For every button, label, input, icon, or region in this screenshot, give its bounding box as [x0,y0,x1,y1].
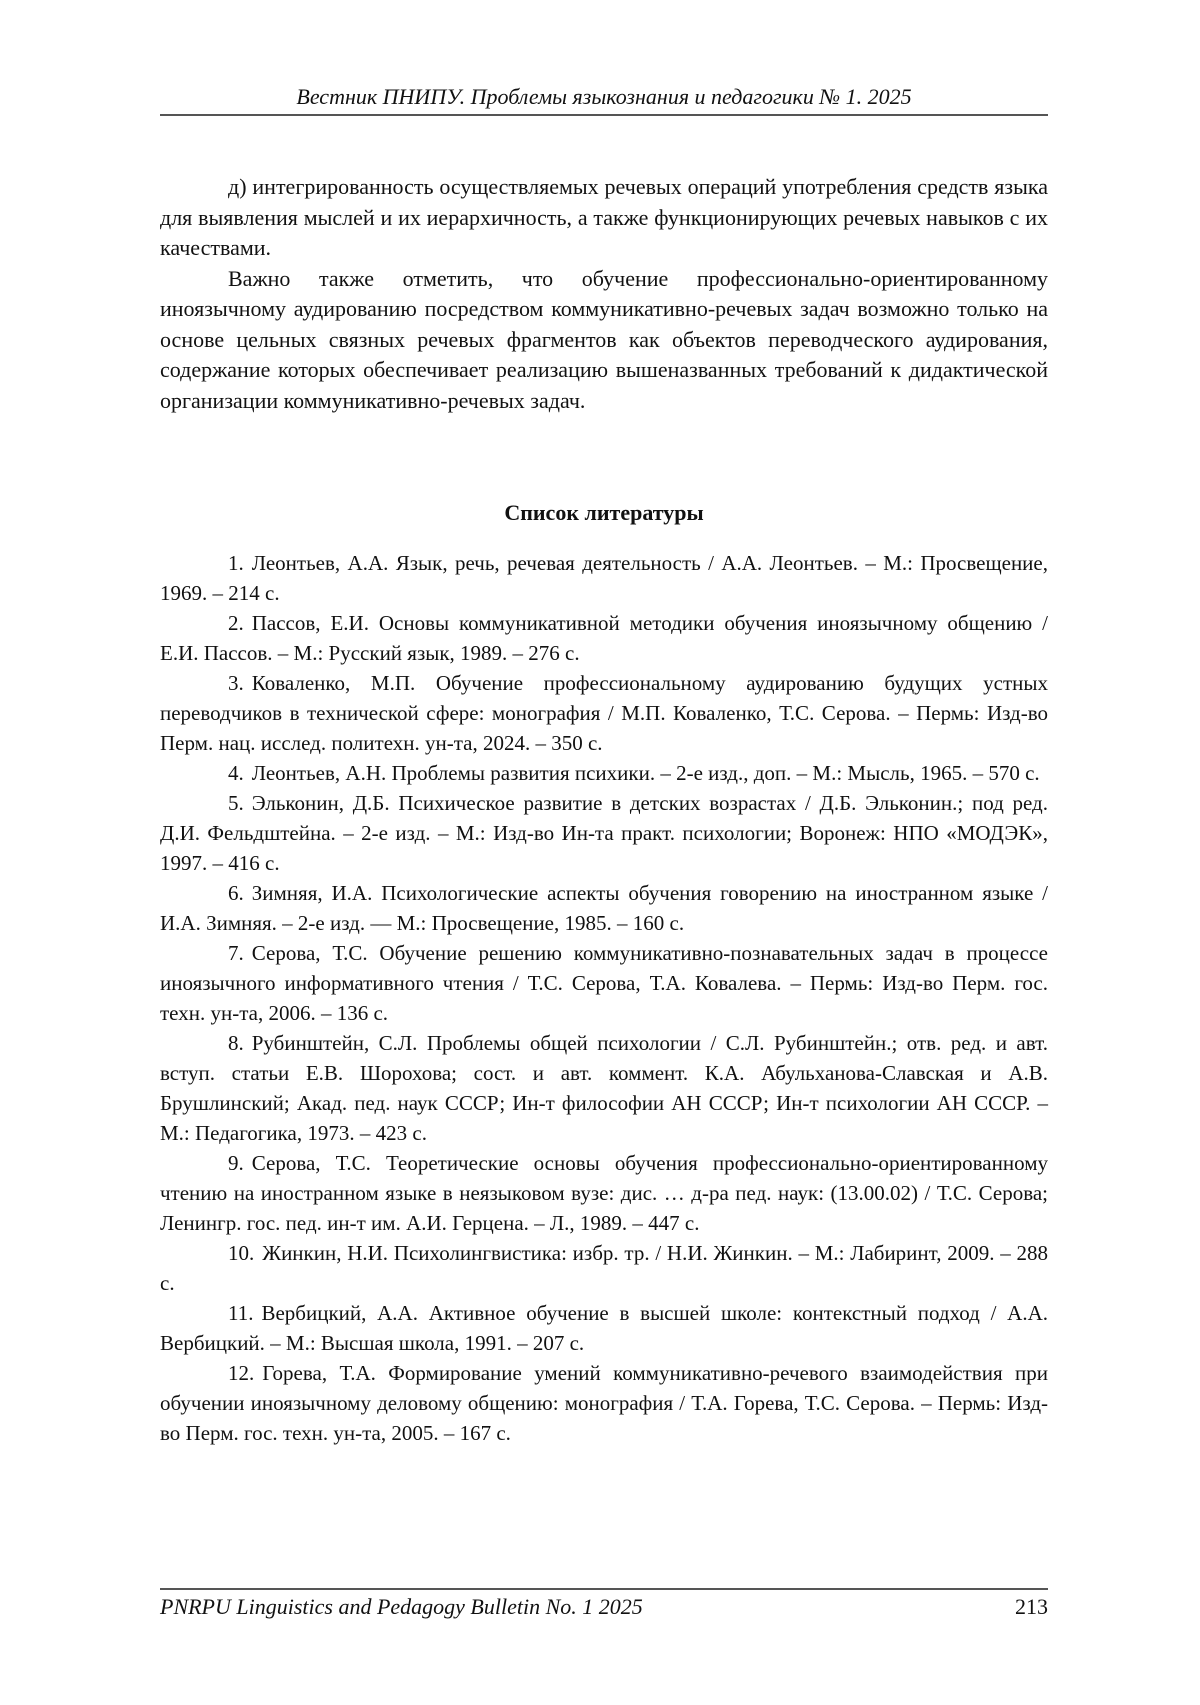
reference-item [160,878,1048,938]
paragraph: Важно также отметить, что обучение профессионально-ориентированному иноязычному аудированию посредством коммуникативно-речевых задач возможно только на основе цельных связных речевых фрагментов как объектов переводческого аудирования, содержание которых обеспечивает реализацию вышеназванных требований к дидактической организации коммуникативно-речевых задач. [160,265,1048,413]
reference-text: Эльконин, Д.Б. Психическое развитие в детских возрастах / Д.Б. Эльконин.; под ред. Д.И. Фельдштейна. – 2-е изд. – М.: Изд-во Ин-та практ. психологии; Воронеж: НПО «МОДЭК», 1997. – 416 с. [160,791,1048,875]
reference-item [160,1298,1048,1358]
reference-text: Вербицкий, А.А. Активное обучение в высшей школе: контекстный подход / А.А. Вербицкий. – М.: Высшая школа, 1991. – 207 с. [160,1301,1048,1355]
references-list [160,548,1048,1448]
reference-item [160,1358,1048,1448]
header-divider [160,114,1048,116]
reference-number: 4. [228,761,244,785]
references-heading: Список литературы [504,500,704,525]
running-header: Вестник ПНИПУ. Проблемы языкознания и педагогики № 1. 2025 [296,84,912,109]
reference-item [160,668,1048,758]
reference-text: Леонтьев, А.А. Язык, речь, речевая деятельность / А.А. Леонтьев. – М.: Просвещение, 1969. – 214 с. [160,551,1048,605]
reference-number: 11. [228,1301,254,1325]
reference-item [160,1028,1048,1148]
body-text [160,172,1048,416]
reference-item [160,548,1048,608]
reference-text: Коваленко, М.П. Обучение профессиональному аудированию будущих устных переводчиков в технической сфере: монография / М.П. Коваленко, Т.С. Серова. – Пермь: Изд-во Перм. нац. исслед. политехн. ун-та, 2024. – 350 с. [160,671,1048,755]
paragraph: д) интегрированность осуществляемых речевых операций употребления средств языка для выявления мыслей и их иерархичность, а также функционирующих речевых навыков с их качествами. [160,174,1048,260]
reference-text: Серова, Т.С. Обучение решению коммуникативно-познавательных задач в процессе иноязычного информативного чтения / Т.С. Серова, Т.А. Ковалева. – Пермь: Изд-во Перм. гос. техн. ун-та, 2006. – 136 с. [160,941,1048,1025]
reference-text: Серова, Т.С. Теоретические основы обучения профессионально-ориентированному чтению на иностранном языке в неязыковом вузе: дис. … д-ра пед. наук: (13.00.02) / Т.С. Серова; Ленингр. гос. пед. ин-т им. А.И. Герцена. – Л., 1989. – 447 с. [160,1151,1048,1235]
footer-divider [160,1588,1048,1590]
reference-number: 10. [228,1241,255,1265]
reference-number: 6. [228,881,244,905]
reference-number: 9. [228,1151,244,1175]
reference-number: 12. [228,1361,255,1385]
reference-text: Горева, Т.А. Формирование умений коммуникативно-речевого взаимодействия при обучении иноязычному деловому общению: монография / Т.А. Горева, Т.С. Серова. – Пермь: Изд-во Перм. гос. техн. ун-та, 2005. – 167 с. [160,1361,1048,1445]
footer-journal: PNRPU Linguistics and Pedagogy Bulletin No. 1 2025 [160,1594,643,1619]
reference-item [160,608,1048,668]
reference-item [160,1148,1048,1238]
reference-number: 1. [228,551,244,575]
page-footer [160,1594,1048,1620]
reference-item [160,788,1048,878]
reference-number: 3. [228,671,244,695]
reference-item [160,938,1048,1028]
page-number: 213 [1015,1594,1048,1619]
reference-number: 8. [228,1031,244,1055]
reference-number: 5. [228,791,244,815]
reference-text: Жинкин, Н.И. Психолингвистика: избр. тр. / Н.И. Жинкин. – М.: Лабиринт, 2009. – 288 с. [160,1241,1048,1295]
reference-item [160,758,1048,788]
reference-text: Пассов, Е.И. Основы коммуникативной методики обучения иноязычному общению / Е.И. Пассов. – М.: Русский язык, 1989. – 276 с. [160,611,1048,665]
reference-text: Леонтьев, А.Н. Проблемы развития психики. – 2-е изд., доп. – М.: Мысль, 1965. – 570 с. [251,761,1040,785]
reference-item [160,1238,1048,1298]
reference-number: 2. [228,611,244,635]
reference-text: Рубинштейн, С.Л. Проблемы общей психологии / С.Л. Рубинштейн.; отв. ред. и авт. вступ. статьи Е.В. Шорохова; сост. и авт. коммент. К.А. Абульханова-Славская и А.В. Брушлинский; Акад. пед. наук СССР; Ин-т философии АН СССР; Ин-т психологии АН СССР. – М.: Педагогика, 1973. – 423 с. [160,1031,1048,1145]
reference-number: 7. [228,941,244,965]
reference-text: Зимняя, И.А. Психологические аспекты обучения говорению на иностранном языке / И.А. Зимняя. – 2-е изд. — М.: Просвещение, 1985. – 160 с. [160,881,1048,935]
